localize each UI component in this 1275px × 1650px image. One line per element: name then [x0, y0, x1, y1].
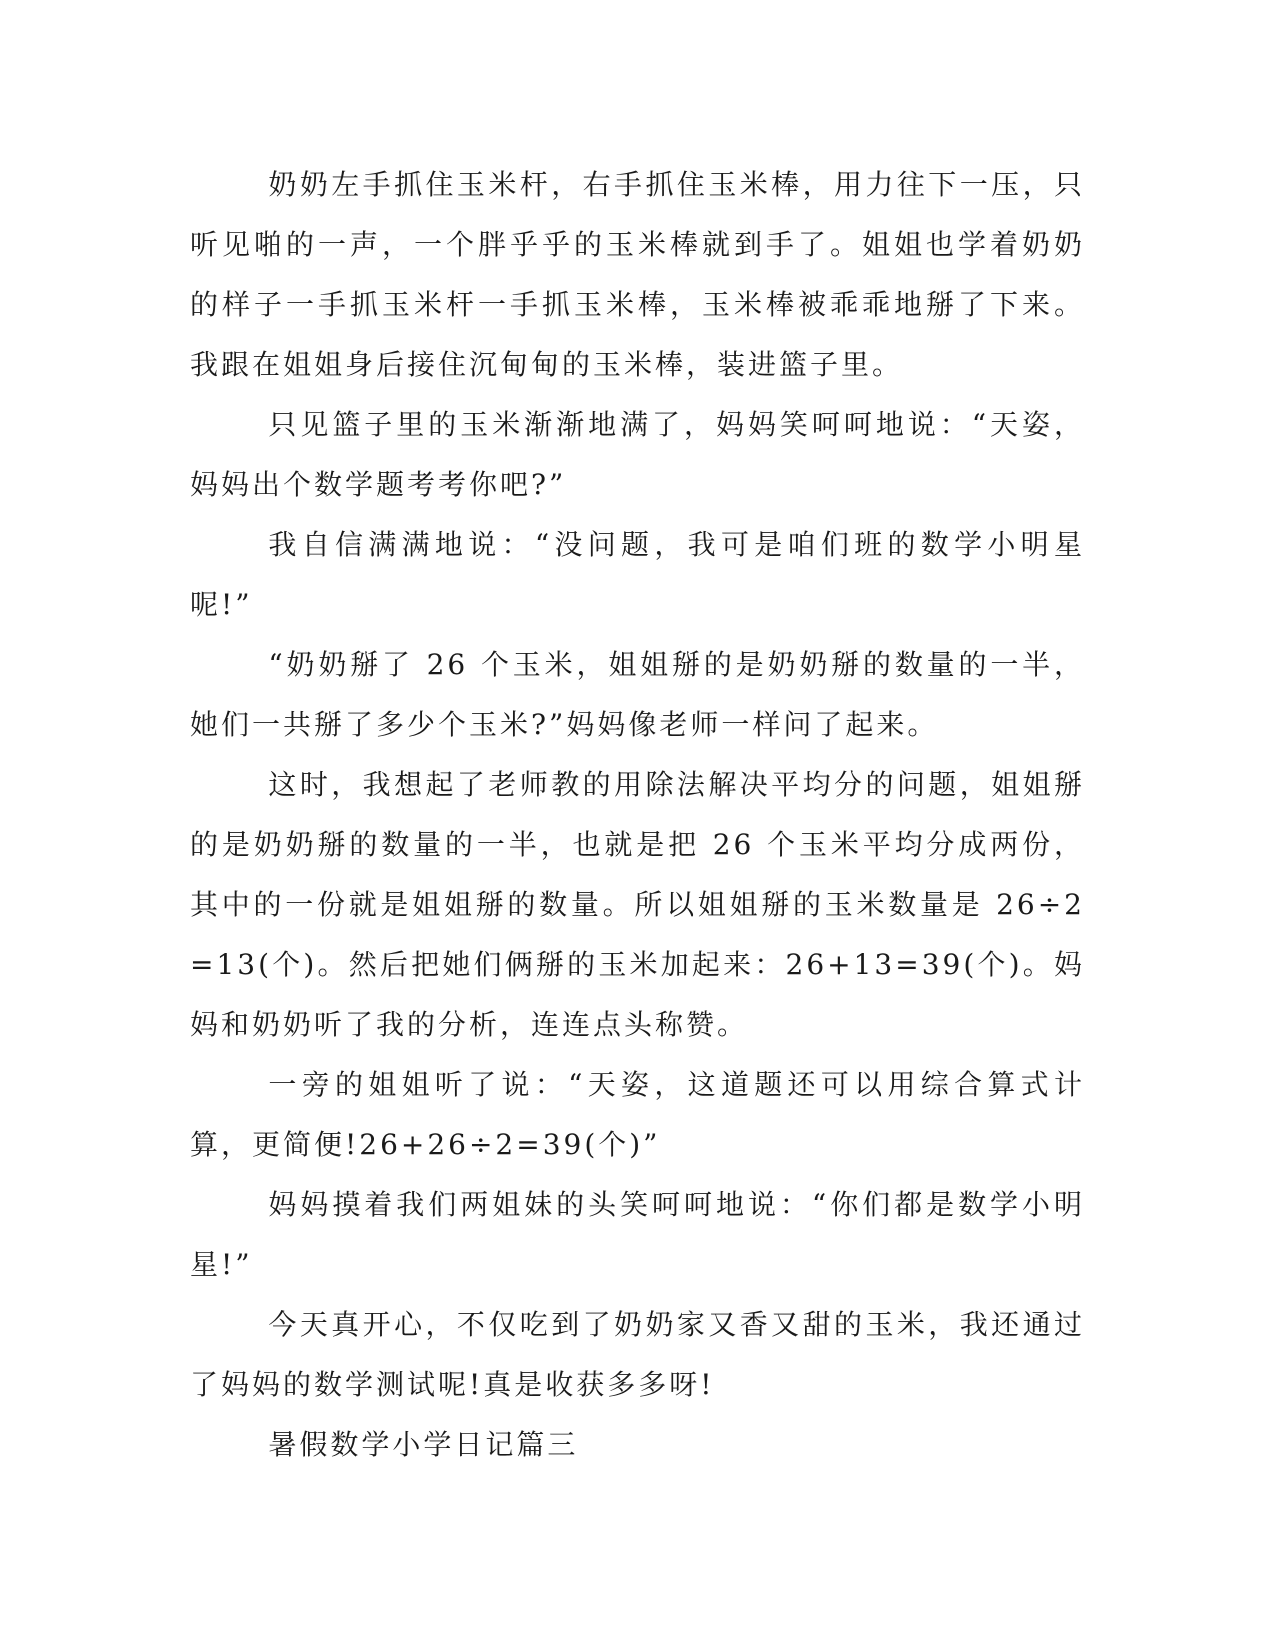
paragraph-5: 这时，我想起了老师教的用除法解决平均分的问题，姐姐掰的是奶奶掰的数量的一半，也就是把 26 个玉米平均分成两份，其中的一份就是姐姐掰的数量。所以姐姐掰的玉米数量是 26÷2=13(个)。然后把她们俩掰的玉米加起来：26+13=39(个)。妈妈和奶奶听了我的分析，连连点头称赞。: [190, 768, 1085, 1041]
section-heading: 暑假数学小学日记篇三: [268, 1428, 579, 1461]
paragraph-6: 一旁的姐姐听了说：“天姿，这道题还可以用综合算式计算，更简便!26+26÷2=39(个)”: [190, 1068, 1085, 1161]
paragraph-1: 奶奶左手抓住玉米杆，右手抓住玉米棒，用力往下一压，只听见啪的一声，一个胖乎乎的玉米棒就到手了。姐姐也学着奶奶的样子一手抓玉米杆一手抓玉米棒，玉米棒被乖乖地掰了下来。我跟在姐姐身后接住沉甸甸的玉米棒，装进篮子里。: [190, 168, 1085, 381]
document-body: [190, 155, 1085, 1475]
paragraph-8: 今天真开心，不仅吃到了奶奶家又香又甜的玉米，我还通过了妈妈的数学测试呢!真是收获多多呀!: [190, 1308, 1085, 1401]
paragraph-4: “奶奶掰了 26 个玉米，姐姐掰的是奶奶掰的数量的一半，她们一共掰了多少个玉米?”妈妈像老师一样问了起来。: [190, 648, 1085, 741]
paragraph-7: 妈妈摸着我们两姐妹的头笑呵呵地说：“你们都是数学小明星!”: [190, 1188, 1085, 1281]
paragraph-3: 我自信满满地说：“没问题，我可是咱们班的数学小明星呢!”: [190, 528, 1085, 621]
paragraph-2: 只见篮子里的玉米渐渐地满了，妈妈笑呵呵地说：“天姿，妈妈出个数学题考考你吧?”: [190, 408, 1085, 501]
